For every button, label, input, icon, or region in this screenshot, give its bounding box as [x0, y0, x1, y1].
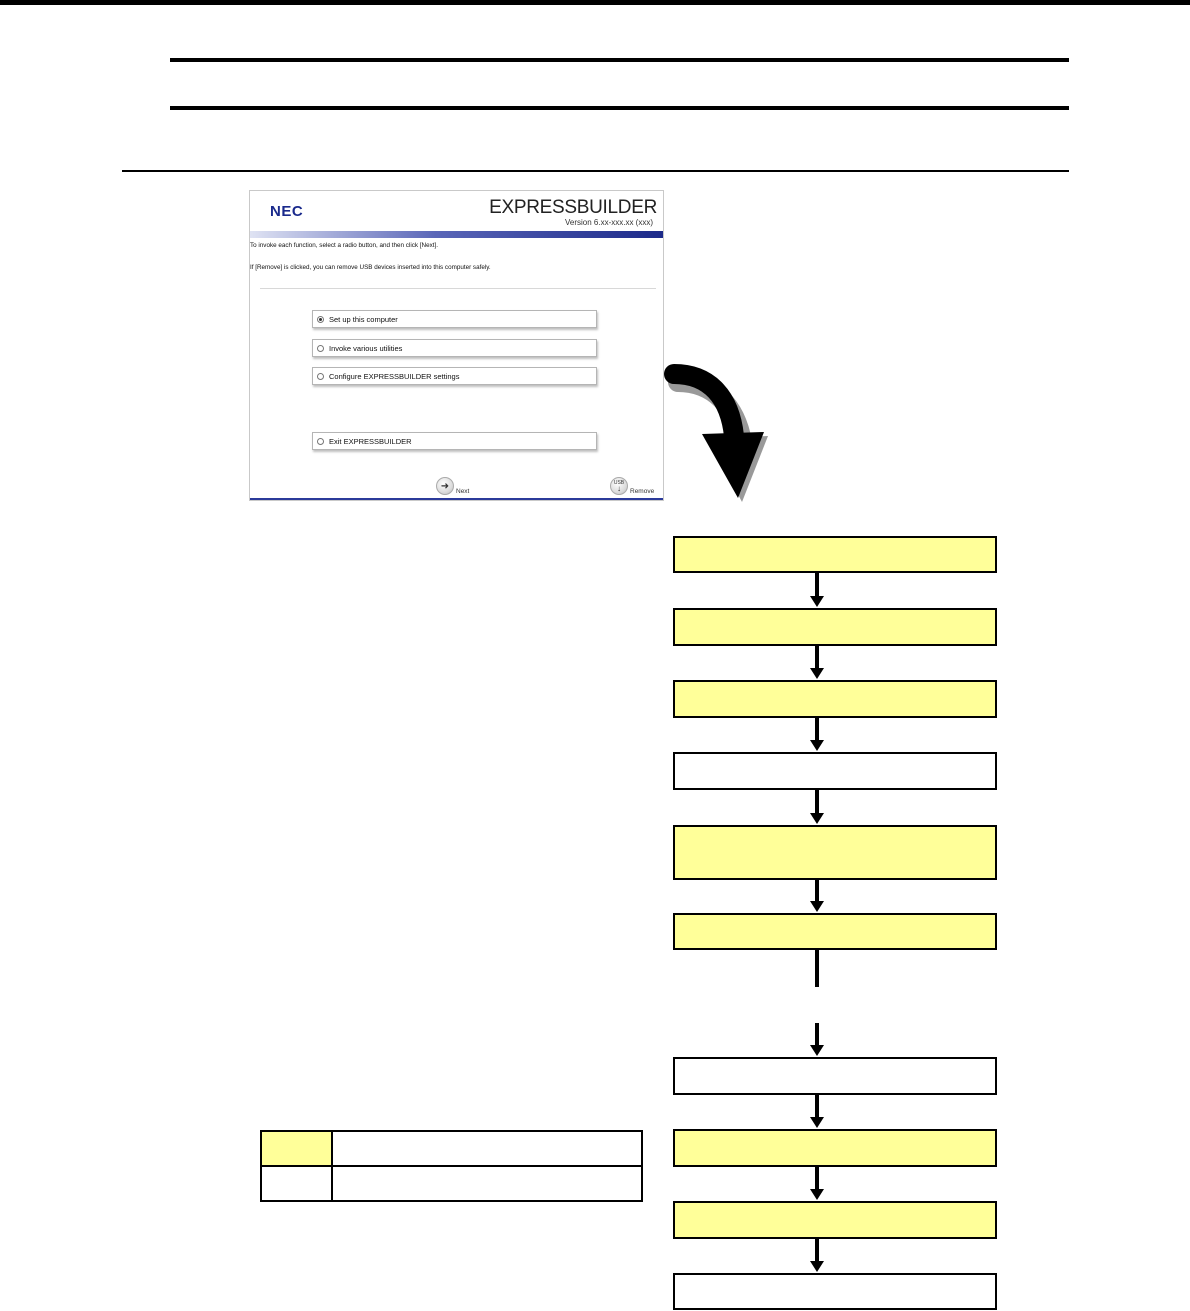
option-configure[interactable] — [312, 367, 597, 385]
flow-connector — [815, 573, 819, 598]
flow-connector — [815, 718, 819, 742]
radio-icon[interactable] — [317, 438, 324, 445]
arrow-down-icon — [810, 596, 824, 607]
expressbuilder-screenshot — [249, 190, 664, 501]
option-exit[interactable] — [312, 432, 597, 450]
flow-connector — [815, 1239, 819, 1263]
option-setup[interactable] — [312, 310, 597, 328]
arrow-down-icon — [810, 1189, 824, 1200]
remove-info-text: If [Remove] is clicked, you can remove USB devices inserted into this computer safely. — [250, 264, 491, 271]
arrow-right-icon: ➜ — [436, 477, 454, 495]
flow-step-8 — [673, 1129, 997, 1167]
flow-step-4 — [673, 752, 997, 790]
arrow-down-icon — [810, 1261, 824, 1272]
option-label: Exit EXPRESSBUILDER — [329, 436, 412, 446]
radio-icon[interactable] — [317, 373, 324, 380]
flow-connector — [815, 880, 819, 903]
next-button[interactable] — [436, 477, 469, 495]
flow-connector-break-bottom — [815, 1023, 819, 1047]
flow-connector — [815, 646, 819, 670]
flow-step-9 — [673, 1201, 997, 1239]
arrow-down-icon — [810, 1117, 824, 1128]
legend-text-white — [331, 1165, 643, 1202]
section-rule — [122, 170, 1069, 172]
usb-remove-icon — [610, 477, 628, 495]
top-rule — [0, 0, 1190, 5]
remove-button[interactable] — [610, 477, 654, 495]
option-label: Configure EXPRESSBUILDER settings — [329, 371, 460, 381]
legend-swatch-yellow — [260, 1130, 333, 1167]
flow-step-7 — [673, 1057, 997, 1095]
divider — [260, 288, 656, 289]
header-rule-upper — [170, 58, 1069, 62]
arrow-down-icon — [810, 740, 824, 751]
legend-text-yellow — [331, 1130, 643, 1167]
flow-step-2 — [673, 608, 997, 646]
usb-badge: USB — [613, 480, 625, 486]
radio-icon[interactable] — [317, 345, 324, 352]
down-arrow-glyph: ↓ — [617, 484, 621, 493]
option-label: Set up this computer — [329, 314, 398, 324]
flow-step-5 — [673, 825, 997, 880]
arrow-down-icon — [810, 813, 824, 824]
product-title: EXPRESSBUILDER — [489, 197, 657, 218]
arrow-down-icon — [810, 668, 824, 679]
version-label: Version 6.xx-xxx.xx (xxx) — [564, 218, 653, 227]
instruction-text: To invoke each function, select a radio button, and then click [Next]. — [250, 242, 438, 249]
flow-connector — [815, 790, 819, 815]
curved-arrow-icon — [660, 358, 770, 508]
flow-step-6 — [673, 913, 997, 950]
flow-connector — [815, 1095, 819, 1119]
nec-logo: NEC — [270, 203, 304, 220]
footer-line — [250, 498, 663, 500]
option-utilities[interactable] — [312, 339, 597, 357]
option-label: Invoke various utilities — [329, 343, 403, 353]
radio-selected-icon[interactable] — [317, 316, 324, 323]
arrow-down-icon — [810, 1045, 824, 1056]
flow-connector-break-top — [815, 950, 819, 987]
remove-label: Remove — [630, 488, 655, 495]
flow-step-3 — [673, 680, 997, 718]
arrow-down-icon — [810, 901, 824, 912]
header-rule-lower — [170, 106, 1069, 110]
flow-step-10 — [673, 1273, 997, 1310]
header-gradient-bar — [250, 231, 663, 238]
next-label: Next — [456, 488, 470, 495]
flow-step-1 — [673, 536, 997, 573]
flow-connector — [815, 1167, 819, 1191]
legend-swatch-white — [260, 1165, 333, 1202]
